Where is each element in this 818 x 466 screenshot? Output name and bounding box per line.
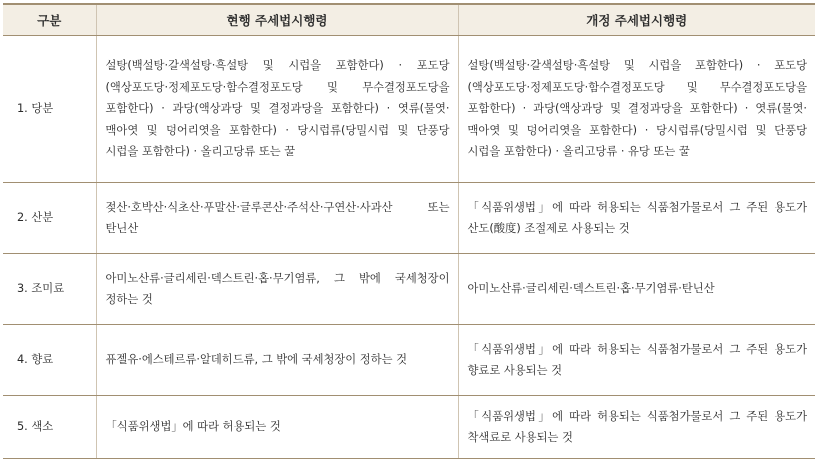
header-revised-decree: 개정 주세법시행령 xyxy=(458,4,815,36)
row-category: 4. 향료 xyxy=(3,325,96,396)
table-row xyxy=(3,325,815,396)
row-current-text: 「식품위생법」에 따라 허용되는 것 xyxy=(96,396,458,459)
table-row xyxy=(3,254,815,325)
row-current-text: 퓨젤유·에스테르류·알데히드류, 그 밖에 국세청장이 정하는 것 xyxy=(96,325,458,396)
row-current-text: 아미노산류·글리세린·덱스트린·홉·무기염류, 그 밖에 국세청장이 정하는 것 xyxy=(96,254,458,325)
header-category: 구분 xyxy=(3,4,96,36)
row-category: 5. 색소 xyxy=(3,396,96,459)
header-current-decree: 현행 주세법시행령 xyxy=(96,4,458,36)
row-current-text: 젖산·호박산·식초산·푸말산·글루콘산·주석산·구연산·사과산 또는 탄닌산 xyxy=(96,183,458,254)
row-revised-text: 「식품위생법」에 따라 허용되는 식품첨가물로서 그 주된 용도가 산도(酸度) 조절제로 사용되는 것 xyxy=(458,183,815,254)
row-category: 2. 산분 xyxy=(3,183,96,254)
row-revised-text: 「식품위생법」에 따라 허용되는 식품첨가물로서 그 주된 용도가 착색료로 사용되는 것 xyxy=(458,396,815,459)
row-current-text: 설탕(백설탕·갈색설탕·흑설탕 및 시럽을 포함한다) · 포도당(액상포도당·정제포도당·함수결정포도당 및 무수결정포도당을 포함한다) · 과당(액상과당 및 결정과당을 포함한다) · 엿류(물엿·맥아엿 및 덩어리엿을 포함한다) · 당시럽류(당밀시럽 및 단풍당 시럽을 포함한다) · 올리고당류 또는 꿀 xyxy=(96,36,458,183)
row-revised-text: 설탕(백설탕·갈색설탕·흑설탕 및 시럽을 포함한다) · 포도당(액상포도당·정제포도당·함수결정포도당 및 무수결정포도당을 포함한다) · 과당(액상과당 및 결정과당을 포함한다) · 엿류(물엿·맥아엿 및 덩어리엿을 포함한다) · 당시럽류(당밀시럽 및 단풍당 시럽을 포함한다) · 올리고당류 · 유당 또는 꿀 xyxy=(458,36,815,183)
row-revised-text: 「식품위생법」에 따라 허용되는 식품첨가물로서 그 주된 용도가 향료로 사용되는 것 xyxy=(458,325,815,396)
header-row xyxy=(3,4,815,36)
row-category: 1. 당분 xyxy=(3,36,96,183)
row-category: 3. 조미료 xyxy=(3,254,96,325)
table-row xyxy=(3,36,815,183)
table-row xyxy=(3,183,815,254)
comparison-table xyxy=(3,3,815,459)
table-row xyxy=(3,396,815,459)
row-revised-text: 아미노산류·글리세린·덱스트린·홉·무기염류·탄닌산 xyxy=(458,254,815,325)
